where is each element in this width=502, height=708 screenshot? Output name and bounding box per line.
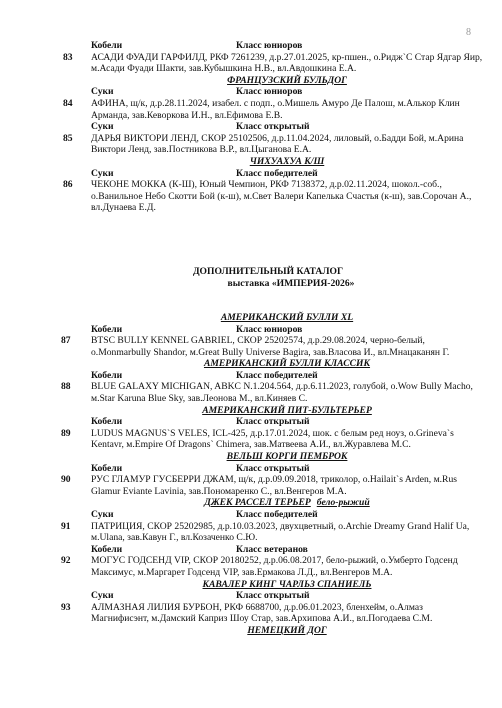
class-label: Класс победителей — [236, 167, 318, 179]
catalog-entry — [63, 602, 483, 625]
breed-variety: бело-рыжий — [316, 497, 370, 509]
entry-details: МОГУС ГОДСЕНД VIP, СКОР 20180252, д.р.06.08.2017, бело-рыжий, о.Умберто Годсенд Максимус, м.Маргарет Годсенд VIP, зав.Ермакова Л.Д., вл.Венгеров М.А. — [91, 555, 458, 578]
class-label: Класс юниоров — [236, 86, 303, 98]
entry-number: 93 — [61, 601, 71, 613]
sex-class-header — [63, 121, 483, 133]
entry-details: BTSC BULLY KENNEL GABRIEL, СКОР 25202574, д.р.29.08.2024, черно-белый, о.Monmarbully Shandor, м.Great Bully Universe Bagira, зав.Власова И., вл.Мнацаканян Г. — [91, 335, 450, 358]
catalog-entry — [63, 381, 483, 404]
entry-details: АЛМАЗНАЯ ЛИЛИЯ БУРБОН, РКФ 6688700, д.р.06.01.2023, бленхейм, о.Алмаз Магнифисэнт, м.Дамский Каприз Шоу Стар, зав.Архипова А.И., вл.Погодаева С.М. — [91, 601, 433, 625]
catalog-entry — [63, 335, 483, 358]
catalog-title: ДОПОЛНИТЕЛЬНЫЙ КАТАЛОГ — [192, 265, 344, 277]
entry-details: ДАРЬЯ ВИКТОРИ ЛЕНД, СКОР 25102506, д.р.11.04.2024, лиловый, о.Бадди Бой, м.Арина Виктори Ленд, зав.Постникова В.Р., вл.Цыганова Е.А. — [91, 132, 464, 156]
sex-label: Суки — [91, 509, 114, 520]
catalog-content — [63, 40, 483, 637]
breed-heading — [63, 312, 483, 324]
sex-class-header — [63, 40, 483, 52]
sex-class-header — [63, 168, 483, 180]
entry-number: 86 — [63, 179, 73, 191]
catalog-entry — [63, 98, 483, 121]
sex-class-header — [63, 509, 483, 521]
sex-label: Суки — [91, 86, 114, 98]
sex-label: Кобели — [91, 323, 123, 335]
class-label: Класс победителей — [236, 369, 318, 381]
entry-number: 87 — [61, 335, 71, 347]
entry-details: ПАТРИЦИЯ, СКОР 25202985, д.р.10.03.2023, двухцветный, о.Archie Dreamy Grand Halif Ua, м.Ulana, зав.Кавун Г., вл.Козаченко С.Ю. — [91, 520, 470, 544]
breed-heading — [63, 358, 483, 370]
catalog-entry — [63, 52, 483, 75]
catalog-entry — [63, 521, 483, 544]
class-label: Класс победителей — [236, 509, 318, 520]
sex-label: Кобели — [91, 416, 123, 428]
section-main-catalog — [63, 40, 483, 214]
breed-heading — [63, 405, 483, 417]
entry-number: 83 — [63, 51, 73, 63]
entry-number: 89 — [61, 427, 71, 439]
entry-number: 84 — [63, 97, 73, 109]
sex-class-header — [63, 416, 483, 428]
catalog-entry — [63, 133, 483, 156]
class-label: Класс юниоров — [236, 40, 303, 51]
sex-label: Суки — [91, 590, 114, 602]
sex-class-header — [63, 463, 483, 475]
breed-name: ЧИХУАХУА К/Ш — [249, 155, 325, 167]
sex-class-header — [63, 324, 483, 336]
sex-class-header — [63, 590, 483, 602]
breed-name: ВЕЛЬШ КОРГИ ПЕМБРОК — [226, 451, 348, 463]
class-label: Класс открытый — [236, 462, 310, 474]
entry-number: 90 — [61, 474, 71, 486]
class-label: Класс ветеранов — [236, 543, 308, 555]
entry-details: РУС ГЛАМУР ГУСБЕРРИ ДЖАМ, щ/к, д.р.09.09.2018, триколор, о.Hailait`s Arden, м.Rus Glamur Eviante Lavinia, зав.Пономаренко С., вл.Венгеров М.А. — [91, 474, 457, 497]
breed-name: АМЕРИКАНСКИЙ БУЛЛИ КЛАССИК — [203, 358, 371, 370]
catalog-entry — [63, 428, 483, 451]
entry-details: BLUE GALAXY MICHIGAN, ABKC N.1.204.564, д.р.6.11.2023, голубой, о.Wow Bully Macho, м.Star Karuna Blue Sky, зав.Леонова М., вл.Киняев С. — [91, 381, 473, 405]
page-number: 8 — [466, 27, 471, 38]
class-label: Класс открытый — [236, 416, 310, 428]
catalog-entry — [63, 179, 483, 214]
breed-heading — [63, 625, 483, 637]
breed-heading — [63, 497, 483, 509]
breed-name: АМЕРИКАНСКИЙ ПИТ-БУЛЬТЕРЬЕР — [202, 404, 372, 416]
sex-label: Кобели — [91, 543, 123, 555]
entry-number: 88 — [61, 381, 71, 393]
entry-details: ЧЕКОНЕ МОККА (К-Ш), Юный Чемпион, РКФ 7138372, д.р.02.11.2024, шокол.-соб., о.Ванильное Небо Скотти Бой (к-ш), м.Свет Валери Капелька Счастья (к-ш), зав.Сорочан А., вл.Дунаева Е.Д. — [91, 179, 472, 214]
catalog-entry — [63, 474, 483, 497]
breed-name: КАВАЛЕР КИНГ ЧАРЛЬЗ СПАНИЕЛЬ — [202, 578, 372, 590]
breed-heading — [63, 75, 483, 87]
breed-heading — [63, 579, 483, 591]
entry-details: АФИНА, щ/к, д.р.28.11.2024, изабел. с подп., о.Мишель Амуро Де Палош, м.Алькор Клин Арманда, зав.Кеворкова И.Н., вл.Ефимова Е.В. — [91, 97, 460, 121]
entry-number: 85 — [63, 132, 73, 144]
breed-heading — [63, 156, 483, 168]
class-label: Класс юниоров — [236, 323, 303, 335]
sex-class-header — [63, 370, 483, 382]
section-additional-catalog — [63, 312, 483, 637]
entry-details: АСАДИ ФУАДИ ГАРФИЛД, РКФ 7261239, д.р.27.01.2025, кр-пшен., о.Ридж`С Стар Ядгар Яир, м.Асади Фуади Шакти, зав.Кубышкина Н.В., вл.Авдошкина Е.А. — [91, 51, 483, 75]
catalog-subtitle: выставка «ИМПЕРИЯ-2026» — [227, 277, 355, 289]
entry-details: LUDUS MAGNUS`S VELES, ICL-425, д.р.17.01.2024, шок. с белым ред ноуз, о.Grineva`s Kentavr, м.Empire Of Dragons` Chimera, зав.Матвеева А.И., вл.Журавлева М.С. — [91, 427, 454, 451]
sex-class-header — [63, 86, 483, 98]
sex-label: Суки — [91, 167, 114, 179]
breed-name: ДЖЕК РАССЕЛ ТЕРЬЕР — [204, 497, 311, 509]
sex-label: Кобели — [91, 40, 123, 51]
breed-heading — [63, 451, 483, 463]
entry-number: 91 — [61, 520, 71, 532]
class-label: Класс открытый — [236, 590, 310, 602]
sex-label: Суки — [91, 121, 114, 133]
breed-name: АМЕРИКАНСКИЙ БУЛЛИ XL — [220, 311, 354, 323]
sex-label: Кобели — [91, 462, 123, 474]
class-label: Класс открытый — [236, 121, 310, 133]
sex-class-header — [63, 544, 483, 556]
breed-name: ФРАНЦУЗСКИЙ БУЛЬДОГ — [227, 74, 347, 86]
breed-name: НЕМЕЦКИЙ ДОГ — [247, 624, 327, 636]
catalog-entry — [63, 555, 483, 578]
sex-label: Кобели — [91, 369, 123, 381]
entry-number: 92 — [61, 555, 71, 567]
